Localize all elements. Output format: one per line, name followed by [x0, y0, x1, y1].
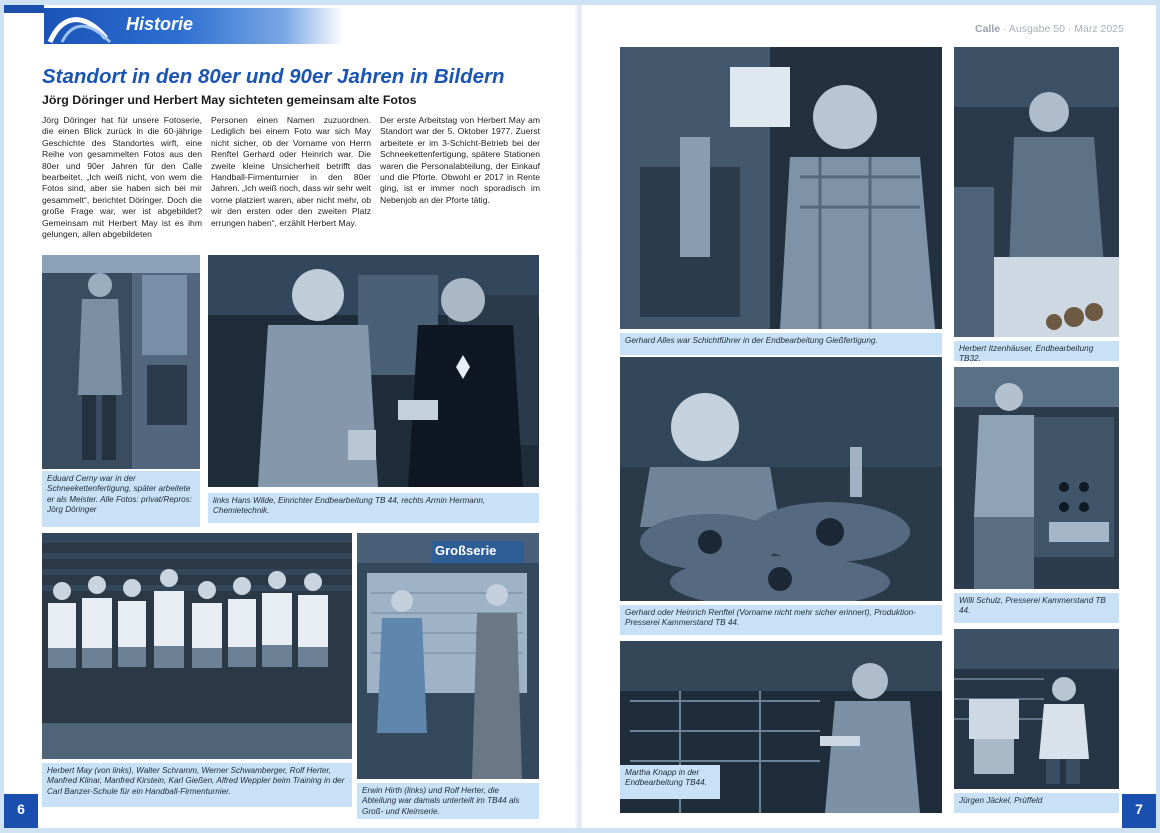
photo-eduard-cerny: [42, 255, 200, 469]
caption-eduard-cerny: Eduard Cerny war in der Schneekettenfertigung, später arbeitete er als Meister. Alle Fotos: privat/Repros: Jörg Döringer: [42, 471, 200, 527]
caption-renftel: Gerhard oder Heinrich Renftel (Vorname nicht mehr sicher erinnert), Produktion-Presserei Kammerstand TB 44.: [620, 605, 942, 635]
photo-sign-grossserie: Großserie: [435, 543, 497, 558]
page-number-right: 7: [1122, 794, 1156, 828]
caption-handball-team: Herbert May (von links), Walter Schramm, Werner Schwamberger, Rolf Herter, Manfred Klinar, Manfred Kirstein, Karl Gießen, Alfred Weppler beim Training in der Carl Banzer-Schule für ein Handball-Firmenturnier.: [42, 763, 352, 807]
caption-wilde-hermann: links Hans Wilde, Einrichter Endbearbeitung TB 44, rechts Armin Hermann, Chemietechnik.: [208, 493, 539, 523]
article-column-2: Personen einen Namen zuzuordnen. Lediglich bei einem Foto war sich May nicht sicher, ob der Vorname von Herrn Renftel Gerhard oder Heinrich war. Die zweite kleine Unsicherheit betrifft das Handball-Firmenturnier in den 80er Jahren. „Ich weiß noch, dass wir sehr weit vorne platziert waren, aber nicht mehr, ob wir den ersten oder den zweiten Platz errungen haben“, erzählt Herbert May.: [211, 115, 371, 228]
article-subheadline: Jörg Döringer und Herbert May sichteten gemeinsam alte Fotos: [42, 93, 417, 107]
article-column-1: Jörg Döringer hat für unsere Fotoserie, die einen Blick zurück in die 60-jährige Geschichte des Standortes wirft, eine Reihe von gesammelten Fotos aus den 80er und 90er Jahren für den Calle bearbeitet. „Ich weiß nicht, von wem die Fotos sind, aber sie haben sich bei mir gesammelt“, berichtet Döringer. Doch die große Frage war, wer ist abgebildet? Gemeinsam mit Herbert May ist es ihm gelungen, allen abgebildeten: [42, 115, 202, 240]
magazine-name: Calle: [975, 23, 1001, 35]
page-number-left: 6: [4, 794, 38, 828]
section-banner: [44, 8, 344, 44]
magazine-issue-line: [975, 23, 1124, 35]
photo-herbert-itzenhaeuser: [954, 47, 1119, 337]
photo-willi-schulz: [954, 367, 1119, 589]
photo-handball-team: [42, 533, 352, 759]
caption-juergen-jaeckel: Jürgen Jäckel, Prüffeld: [954, 793, 1119, 813]
corner-mark: [4, 5, 44, 13]
photo-wilde-hermann: [208, 255, 539, 487]
article-column-3: Der erste Arbeitstag von Herbert May am Standort war der 5. Oktober 1977. Zuerst arbeitete er im 3-Schicht-Betrieb bei der Schneekettenfertigung, spätere Stationen waren die Personalabteilung, der Einkauf und die Pforte. Obwohl er 2017 in Rente ging, ist er immer noch sporadisch im Nebenjob an der Pforte tätig.: [380, 115, 540, 205]
section-label: Historie: [126, 14, 194, 34]
caption-hirth-herter: Erwin Hirth (links) und Rolf Herter, die Abteilung war damals unterteilt im TB44 als Groß- und Kleinserie.: [357, 783, 539, 819]
wave-logo-icon: [44, 8, 114, 44]
photo-renftel: [620, 357, 942, 601]
right-page: [582, 5, 1156, 828]
photo-gerhard-alles: [620, 47, 942, 329]
left-page: [4, 5, 578, 828]
caption-willi-schulz: Willi Schulz, Presserei Kammerstand TB 44.: [954, 593, 1119, 623]
issue-info: · Ausgabe 50 · März 2025: [1003, 23, 1124, 35]
article-headline: Standort in den 80er und 90er Jahren in Bildern: [42, 65, 505, 88]
photo-hirth-herter: [357, 533, 539, 779]
photo-juergen-jaeckel: [954, 629, 1119, 789]
caption-gerhard-alles: Gerhard Alles war Schichtführer in der Endbearbeitung Gießfertigung.: [620, 333, 942, 355]
caption-herbert-itzenhaeuser: Herbert Itzenhäuser, Endbearbeitung TB32.: [954, 341, 1119, 361]
caption-martha-knapp: Martha Knapp in der Endbearbeitung TB44.: [620, 765, 720, 799]
